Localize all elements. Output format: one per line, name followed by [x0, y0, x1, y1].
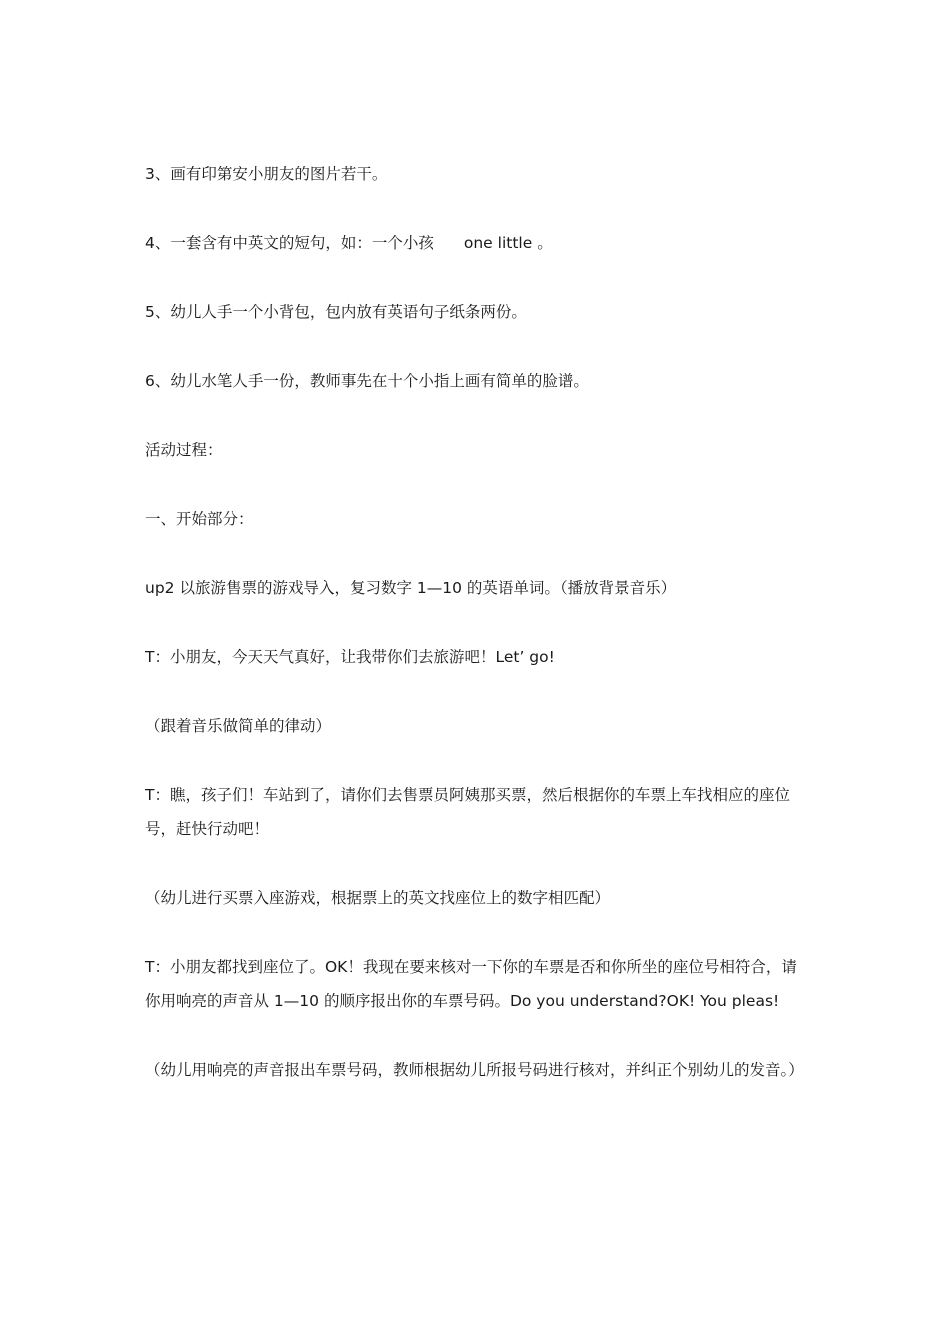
paragraph-note-2: （幼儿进行买票入座游戏，根据票上的英文找座位上的数字相匹配） [145, 889, 611, 907]
paragraph-item-3: 3、画有印第安小朋友的图片若干。 [145, 165, 388, 183]
paragraph-item-4-english: one little [463, 234, 533, 252]
paragraph-item-5: 5、幼儿人手一个小背包，包内放有英语句子纸条两份。 [145, 303, 527, 321]
section-heading-start: 一、开始部分： [145, 510, 254, 528]
paragraph-teacher-1: T：小朋友，今天天气真好，让我带你们去旅游吧！Let’ go! [145, 648, 555, 666]
paragraph-item-6: 6、幼儿水笔人手一份，教师事先在十个小指上画有简单的脸谱。 [145, 372, 589, 390]
section-heading-process: 活动过程： [145, 441, 223, 459]
paragraph-teacher-2: T：瞧，孩子们！车站到了，请你们去售票员阿姨那买票，然后根据你的车票上车找相应的座位号，赶快行动吧！ [145, 786, 790, 838]
paragraph-item-4-end: 。 [532, 234, 553, 252]
paragraph-intro: up2 以旅游售票的游戏导入，复习数字 1—10 的英语单词。（播放背景音乐） [145, 579, 677, 597]
paragraph-note-3: （幼儿用响亮的声音报出车票号码，教师根据幼儿所报号码进行核对，并纠正个别幼儿的发音。） [145, 1061, 804, 1079]
paragraph-item-4 [145, 226, 805, 260]
paragraph-item-4-text: 4、一套含有中英文的短句，如：一个小孩 [145, 234, 434, 252]
document-body [145, 157, 805, 1122]
paragraph-teacher-3: T：小朋友都找到座位了。OK！我现在要来核对一下你的车票是否和你所坐的座位号相符合，请你用响亮的声音从 1—10 的顺序报出你的车票号码。Do you understand?OK! You pleas! [145, 958, 797, 1010]
paragraph-note-1: （跟着音乐做简单的律动） [145, 717, 332, 735]
